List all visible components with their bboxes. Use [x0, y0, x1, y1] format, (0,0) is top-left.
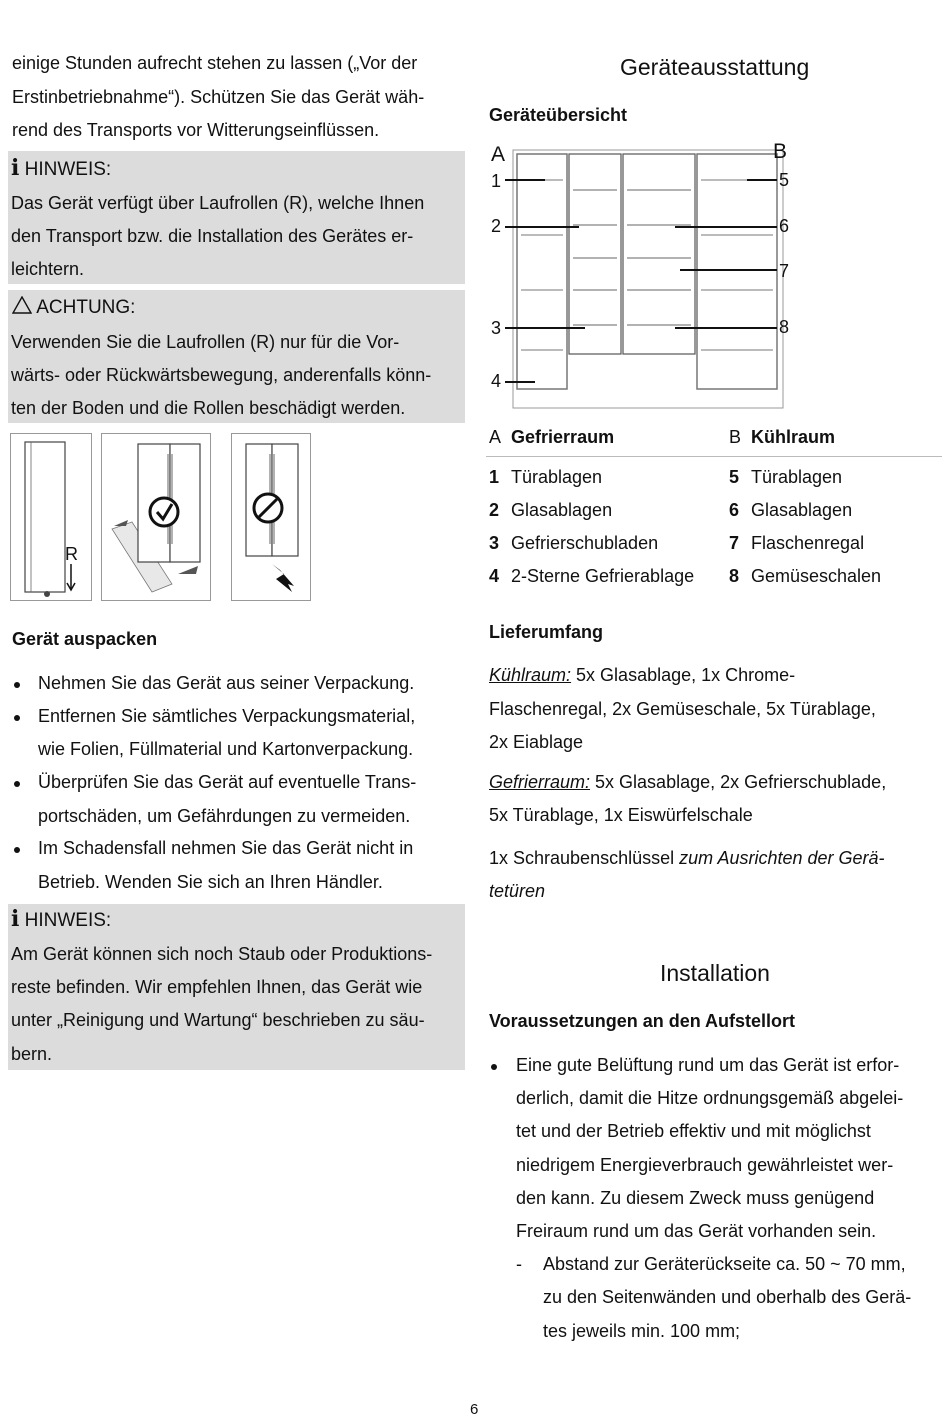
- fridge-side-illustration: [11, 434, 91, 600]
- legend-header-b: [729, 427, 835, 447]
- achtung-line-1: Verwenden Sie die Laufrollen (R) nur für die Vor-: [11, 332, 400, 352]
- lieferumfang-schluessel-line-2: tetüren: [489, 881, 546, 901]
- legend-a-item-2: 2 Glasablagen: [489, 500, 613, 520]
- diagram-label-5: 5: [779, 170, 790, 190]
- legend-b-item-3: 7 Flaschenregal: [729, 533, 865, 553]
- auspacken-bullet-4-line-1: Im Schadensfall nehmen Sie das Gerät nicht in: [38, 838, 414, 858]
- diagram-label-a: A: [491, 143, 506, 166]
- auspacken-bullet-2-line-1: Entfernen Sie sämtliches Verpackungsmaterial,: [38, 706, 416, 726]
- section-title-geraeteausstattung: Geräteausstattung: [620, 54, 810, 80]
- roller-label: R: [65, 544, 78, 564]
- legend-b-item-1: 5 Türablagen: [729, 467, 843, 487]
- page-number: 6: [470, 1401, 479, 1418]
- achtung-line-2: wärts- oder Rückwärtsbewegung, anderenfalls könn-: [11, 365, 432, 385]
- intro-line-3: rend des Transports vor Witterungseinflüssen.: [12, 120, 380, 140]
- hinweis2-line-2: reste befinden. Wir empfehlen Ihnen, das Gerät wie: [11, 977, 423, 997]
- warning-triangle-icon: [12, 296, 32, 314]
- diagram-label-2: 2: [491, 216, 502, 236]
- auspacken-bullet-4-line-2: Betrieb. Wenden Sie sich an Ihren Händler.: [38, 872, 383, 892]
- legend-divider: [486, 456, 942, 457]
- hinweis-label: HINWEIS:: [24, 159, 112, 180]
- legend-letter-b: B: [729, 427, 742, 447]
- auspacken-bullet-2-line-2: wie Folien, Füllmaterial und Kartonverpackung.: [38, 739, 414, 759]
- lieferumfang-gefrier-line-2: 5x Türablage, 1x Eiswürfelschale: [489, 805, 753, 825]
- hinweis-box-2: [8, 904, 465, 1070]
- installation-line-1: Eine gute Belüftung rund um das Gerät ist erfor-: [516, 1055, 900, 1075]
- lieferumfang-kuehl-line-3: 2x Eiablage: [489, 732, 584, 752]
- auspacken-bullet-1-line-1: Nehmen Sie das Gerät aus seiner Verpackung.: [38, 673, 415, 693]
- legend-title-a: Gefrierraum: [511, 427, 615, 447]
- auspacken-bullet-3-line-1: Überprüfen Sie das Gerät auf eventuelle Trans-: [38, 772, 417, 792]
- achtung-line-3: ten der Boden und die Rollen beschädigt werden.: [11, 398, 406, 418]
- installation-line-4: niedrigem Energieverbrauch gewährleistet wer-: [516, 1155, 894, 1175]
- bullet-3: [14, 781, 20, 787]
- legend-a-item-1: 1 Türablagen: [489, 467, 603, 487]
- diagram-label-6: 6: [779, 216, 790, 236]
- lieferumfang-kuehl-line-2: Flaschenregal, 2x Gemüseschale, 5x Türablage,: [489, 699, 876, 719]
- section-title-installation: Installation: [660, 960, 770, 986]
- installation-sub-line-2: zu den Seitenwänden und oberhalb des Gerä-: [543, 1287, 912, 1307]
- bullet-2: [14, 715, 20, 721]
- fridge-overview-diagram: [485, 140, 805, 415]
- fridge-allowed-illustration: [102, 434, 210, 600]
- installation-line-6: Freiraum rund um das Gerät vorhanden sein.: [516, 1221, 877, 1241]
- info-icon: i: [11, 155, 20, 181]
- installation-line-2: derlich, damit die Hitze ordnungsgemäß abgelei-: [516, 1088, 904, 1108]
- lieferumfang-kuehl-line-1: Kühlraum: 5x Glasablage, 1x Chrome-: [489, 665, 796, 685]
- legend-title-b: Kühlraum: [751, 427, 836, 447]
- installation-dash: -: [516, 1254, 522, 1274]
- hinweis1-line-1: Das Gerät verfügt über Laufrollen (R), welche Ihnen: [11, 193, 425, 213]
- installation-line-5: den kann. Zu diesem Zweck muss genügend: [516, 1188, 875, 1208]
- auspacken-heading: Gerät auspacken: [12, 629, 158, 649]
- achtung-label: ACHTUNG:: [36, 297, 136, 318]
- overview-heading: Geräteübersicht: [489, 105, 628, 125]
- legend-header-a: [489, 427, 614, 447]
- bullet-4: [14, 847, 20, 853]
- hinweis1-line-3: leichtern.: [11, 259, 85, 279]
- kuehlraum-label: Kühlraum:: [489, 665, 572, 685]
- diagram-label-7: 7: [779, 261, 790, 281]
- achtung-box: [8, 290, 465, 423]
- installation-heading: Voraussetzungen an den Aufstellort: [489, 1011, 796, 1031]
- lieferumfang-schluessel-line-1: 1x Schraubenschlüssel zum Ausrichten der Gerä-: [489, 848, 885, 868]
- fridge-forbidden-illustration: [232, 434, 310, 600]
- diagram-label-1: 1: [491, 171, 502, 191]
- hinweis2-line-1: Am Gerät können sich noch Staub oder Produktions-: [11, 944, 433, 964]
- installation-sub-line-1: Abstand zur Geräterückseite ca. 50 ~ 70 mm,: [543, 1254, 906, 1274]
- diagram-label-3: 3: [491, 318, 502, 338]
- legend-a-item-3: 3 Gefrierschubladen: [489, 533, 659, 553]
- lieferumfang-heading: Lieferumfang: [489, 622, 604, 642]
- intro-line-1: einige Stunden aufrecht stehen zu lassen („Vor der: [12, 53, 418, 73]
- intro-line-2: Erstinbetriebnahme“). Schützen Sie das Gerät wäh-: [12, 87, 425, 107]
- hinweis-label: HINWEIS:: [24, 910, 112, 931]
- hinweis2-line-4: bern.: [11, 1044, 53, 1064]
- diagram-label-b: B: [773, 140, 788, 163]
- hinweis2-line-3: unter „Reinigung und Wartung“ beschrieben zu säu-: [11, 1010, 425, 1030]
- hinweis-box-1: [8, 151, 465, 284]
- diagram-label-4: 4: [491, 371, 502, 391]
- fridge-sideways-motion-figure: [231, 433, 311, 601]
- installation-bullet: [491, 1064, 497, 1070]
- info-icon: i: [11, 906, 20, 932]
- hinweis1-line-2: den Transport bzw. die Installation des Gerätes er-: [11, 226, 414, 246]
- lieferumfang-gefrier-line-1: Gefrierraum: 5x Glasablage, 2x Gefrierschublade,: [489, 772, 887, 792]
- bullet-1: [14, 682, 20, 688]
- installation-line-3: tet und der Betrieb effektiv und mit möglichst: [516, 1121, 871, 1141]
- installation-sub-line-3: tes jeweils min. 100 mm;: [543, 1321, 741, 1341]
- legend-letter-a: A: [489, 427, 502, 447]
- auspacken-bullet-3-line-2: portschäden, um Gefährdungen zu vermeiden.: [38, 806, 411, 826]
- fridge-forward-motion-figure: [101, 433, 211, 601]
- legend-b-item-4: 8 Gemüseschalen: [729, 566, 882, 586]
- gefrierraum-label: Gefrierraum:: [489, 772, 591, 792]
- diagram-label-8: 8: [779, 317, 790, 337]
- fridge-side-view-figure: [10, 433, 92, 601]
- legend-a-item-4: 4 2-Sterne Gefrierablage: [489, 566, 695, 586]
- legend-b-item-2: 6 Glasablagen: [729, 500, 853, 520]
